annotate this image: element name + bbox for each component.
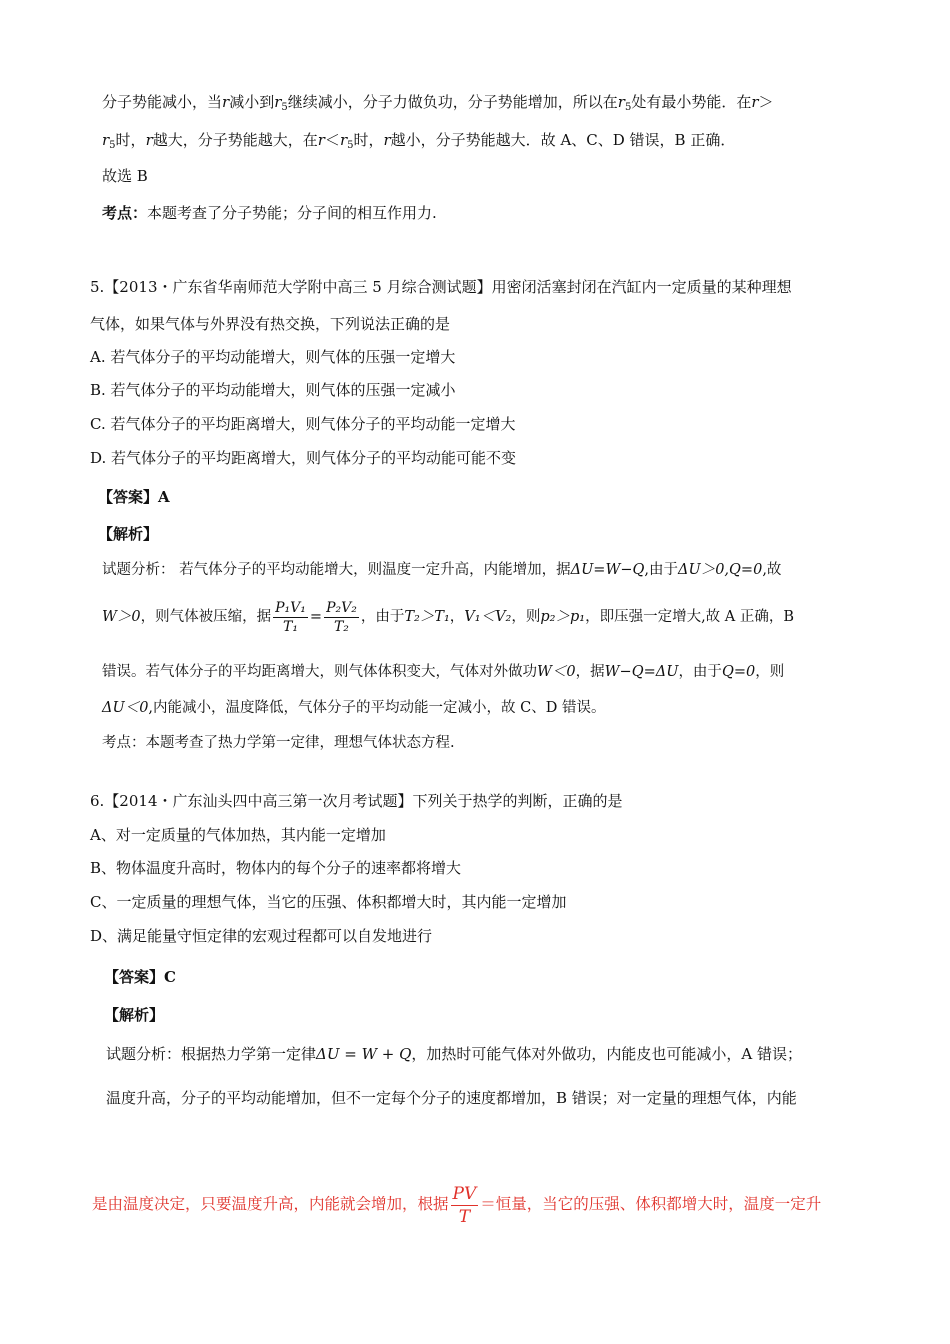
q5-analysis-title: 【解析】 [98,525,159,543]
sub: 5 [109,140,116,151]
q5-option-b: B. 若气体分子的平均动能增大，则气体的压强一定减小 [90,381,456,399]
equation: W＞0 [102,609,141,625]
text: 减小到 [229,93,275,111]
text: ，由于 [360,609,405,625]
text: ＞ [758,93,774,111]
equation: V₁＜V₂ [464,609,512,625]
var-r: r [383,131,391,149]
text: 试题分析： 若气体分子的平均动能增大，则温度一定升高，内能增加，据 [102,562,571,578]
red-text: 是由温度决定，只要温度升高，内能就会增加，根据 [92,1195,449,1213]
q5-option-c: C. 若气体分子的平均距离增大，则气体分子的平均动能一定增大 [90,415,516,433]
numerator: P₂V₂ [326,599,357,616]
q6-option-a: A、对一定质量的气体加热，其内能一定增加 [90,826,386,844]
q6-option-c: C、一定质量的理想气体，当它的压强、体积都增大时，其内能一定增加 [90,893,567,911]
text: 处有最小势能．在 [631,93,752,111]
text: 越小，分子势能越大．故 A、C、D 错误，B 正确． [390,131,736,149]
equation: Q=0 [721,664,756,680]
text: ，则 [511,609,541,625]
text: ，则 [755,664,785,680]
text: ，加热时可能气体对外做功，内能皮也可能减小，A 错误； [411,1045,803,1063]
numerator: P₁V₁ [275,599,306,616]
equation: ΔU=W−Q [570,562,645,578]
q5-kaodian: 考点：本题考查了热力学第一定律，理想气体状态方程. [102,735,455,751]
text: ,内能减小，温度降低，气体分子的平均动能一定减小，故 C、D 错误。 [148,700,606,716]
q5-analysis-line-2: W＞0，则气体被压缩，据 $\frac{\text{P₁V₁}}{\text{T₁}}$ = $\frac{\text{P₂V₂}}{\text{T₂}}$ ，由于T₂＞T₁，V₁＜V₂，则p₂＞p₁，即压强一定增大,故 A 正确，B [102,599,795,635]
var-r: r [145,131,153,149]
text: 越大，分子势能越大，在 [152,131,318,149]
q6-heading: 6.【2014・广东汕头四中高三第一次月考试题】下列关于热学的判断，正确的是 [90,792,623,810]
q5-analysis-line-1 [102,560,781,580]
var-r: r [222,93,230,111]
var-r5: r [617,93,625,111]
q6-analysis-red-line [92,1180,821,1228]
q6-analysis-line-2: 温度升高，分子的平均动能增加，但不一定每个分子的速度都增加，B 错误；对一定量的理想气体，内能 [106,1089,797,1107]
prev-kaodian [102,203,437,223]
prev-line-2 [102,130,735,156]
equation: ΔU＜0 [102,700,149,716]
sub: 5 [624,102,632,113]
equation: ΔU = W + Q [316,1045,412,1063]
equation: p₂＞p₁ [540,609,586,625]
text: ＜ [324,131,340,149]
text: 试题分析：根据热力学第一定律 [106,1045,317,1063]
sub: 5 [347,140,354,151]
text: 继续减小，分子力做负功，分子势能增加，所以在 [287,93,618,111]
q5-heading-cont: 气体，如果气体与外界没有热交换，下列说法正确的是 [90,315,451,333]
q5-option-d: D. 若气体分子的平均距离增大，则气体分子的平均动能可能不变 [90,449,517,467]
text: ，则气体被压缩，据 [140,609,272,625]
denominator: T₁ [283,618,298,635]
equation: T₂＞T₁ [404,609,450,625]
text: 分子势能减小，当 [102,93,223,111]
q5-answer: 【答案】A [98,488,170,506]
equation: W−Q=ΔU [604,664,679,680]
var-r5: r [274,93,282,111]
q6-analysis-title: 【解析】 [104,1006,165,1024]
q6-analysis-line-1 [106,1044,802,1064]
numerator: PV [452,1183,477,1204]
q6-answer: 【答案】C [104,968,176,986]
fraction-pv-t [451,1184,479,1227]
fraction-p2v2-t2 [324,600,359,635]
var-r: r [317,131,325,149]
q6-option-b: B、物体温度升高时，物体内的每个分子的速率都将增大 [90,859,462,877]
text: ，据 [575,664,605,680]
equation: W＜0 [537,664,576,680]
text: 时， [115,131,146,149]
denominator: T [458,1206,471,1227]
denominator: T₂ [333,618,349,635]
fraction-p1v1-t1 [273,600,308,635]
q5-heading: 5.【2013・广东省华南师范大学附中高三 5 月综合测试题】用密闭活塞封闭在汽缸内一定质量的某种理想 [90,278,792,296]
var-r5: r [339,131,348,149]
red-text: ＝恒量，当它的压强、体积都增大时，温度一定升 [480,1195,822,1213]
text: ,故 [762,562,782,578]
text: ，由于 [678,664,722,680]
var-r5: r [102,131,110,149]
q5-analysis-line-3 [102,662,784,682]
sub: 5 [281,102,288,113]
equation: ΔU＞0,Q=0 [678,562,763,578]
kaodian-label: 考点： [102,204,148,222]
equals-sign: = [309,609,323,625]
q5-option-a: A. 若气体分子的平均动能增大，则气体的压强一定增大 [90,348,456,366]
text: ，即压强一定增大,故 A 正确，B [585,609,795,625]
text: 时， [353,131,384,149]
text: ,由于 [644,562,679,578]
kaodian-text: 本题考查了分子势能；分子间的相互作用力. [147,204,437,222]
prev-line-1 [102,92,774,118]
q5-analysis-line-4 [102,698,605,718]
q6-option-d: D、满足能量守恒定律的宏观过程都可以自发地进行 [90,927,433,945]
var-r: r [751,93,759,111]
text: 错误。若气体分子的平均距离增大，则气体体积变大，气体对外做功 [102,664,537,680]
prev-choose: 故选 B [102,167,148,185]
